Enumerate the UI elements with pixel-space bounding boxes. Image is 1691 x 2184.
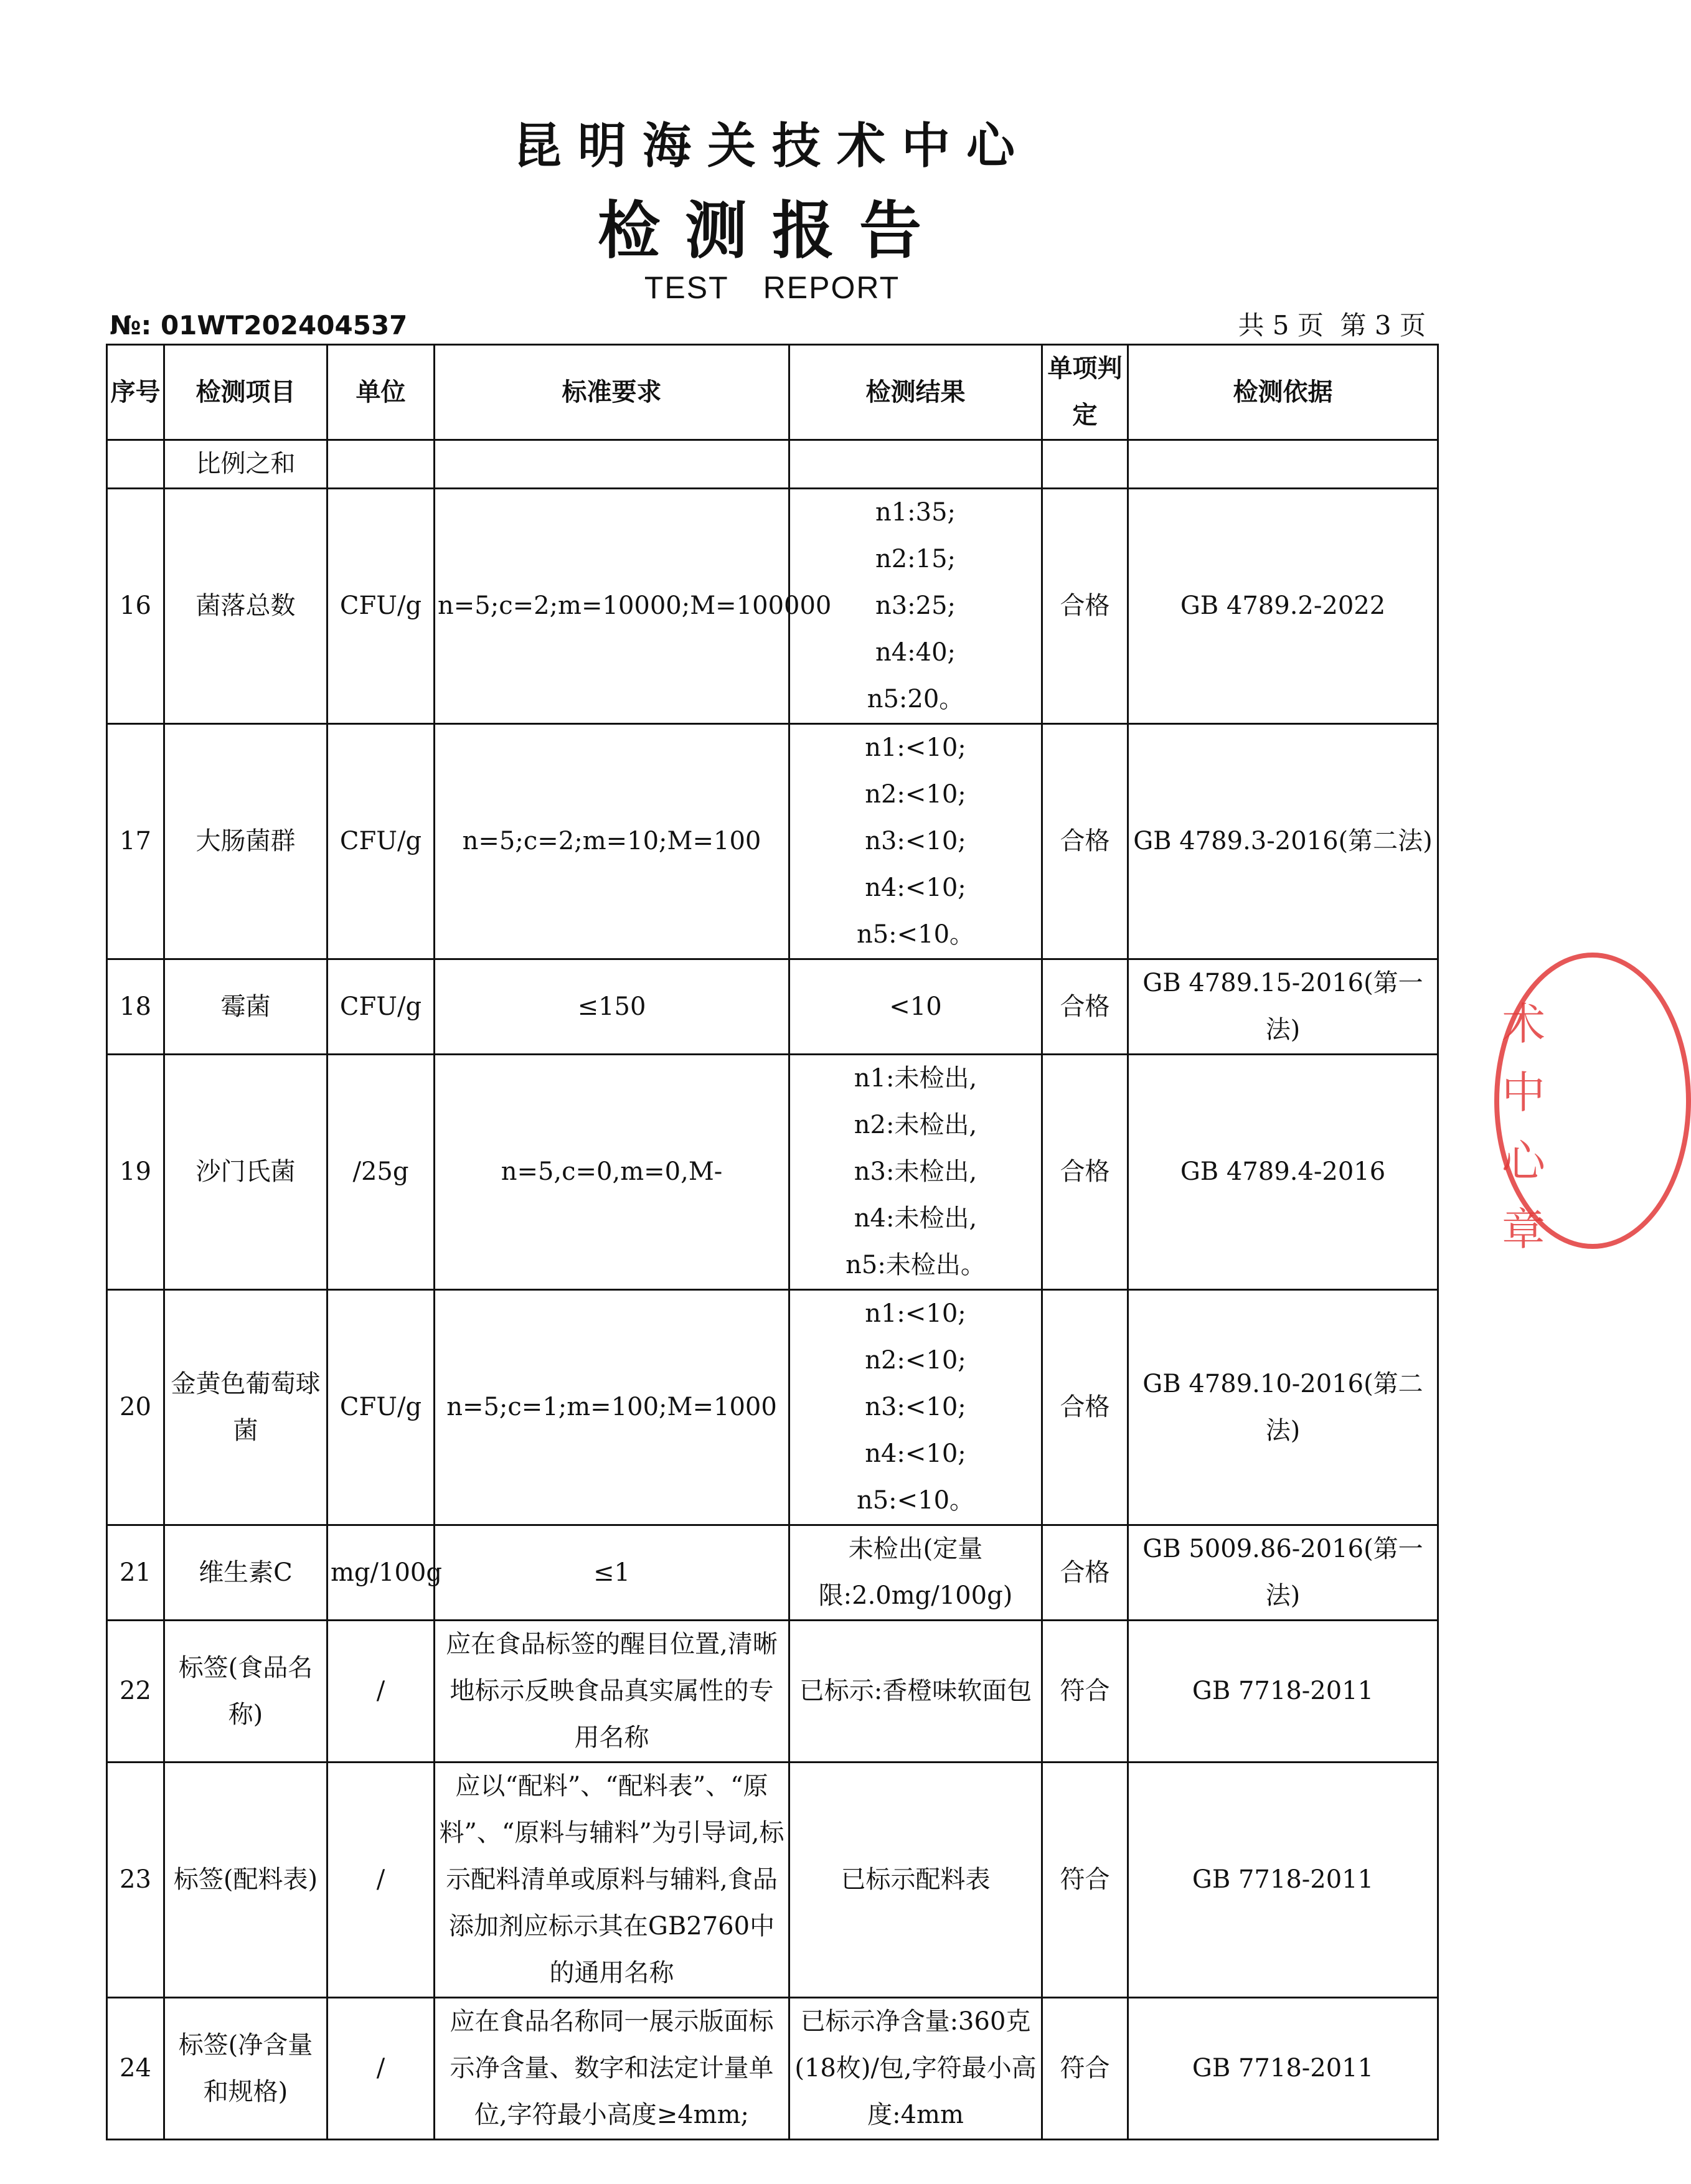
cell-item: 标签(净含量和规格) xyxy=(164,1998,327,2140)
result-line: 已标示:香橙味软面包 xyxy=(799,1677,1032,1705)
cell-requirement: n=5,c=0,m=0,M- xyxy=(435,1055,789,1290)
result-lines xyxy=(793,1291,1039,1524)
cell-result xyxy=(789,724,1042,959)
cell-requirement: 应以“配料”、“配料表”、“原料”、“原料与辅料”为引导词,标示配料清单或原料与辅料,食品添加剂应标示其在GB2760中的通用名称 xyxy=(435,1763,789,1998)
cell-unit: /25g xyxy=(327,1055,435,1290)
result-line: n5:20。 xyxy=(867,685,964,713)
result-line: n1:未检出, xyxy=(854,1064,977,1093)
result-line: 未检出(定量 xyxy=(848,1535,983,1563)
cell-unit: CFU/g xyxy=(327,724,435,959)
table-header-row xyxy=(107,345,1438,440)
cell-result xyxy=(789,1525,1042,1621)
table-row xyxy=(107,1763,1438,1998)
cell-no: 16 xyxy=(107,489,164,724)
header-verdict: 单项判定 xyxy=(1042,345,1128,440)
cell-verdict: 合格 xyxy=(1042,959,1128,1055)
cell-basis: GB 4789.2-2022 xyxy=(1128,489,1438,724)
cell-item: 菌落总数 xyxy=(164,489,327,724)
result-line: n4:<10; xyxy=(865,1439,966,1468)
cell-unit: CFU/g xyxy=(327,959,435,1055)
results-table xyxy=(106,344,1439,2140)
cell-verdict: 合格 xyxy=(1042,489,1128,724)
cell-basis: GB 7718-2011 xyxy=(1128,1621,1438,1763)
cell-requirement: n=5;c=2;m=10000;M=100000 xyxy=(435,489,789,724)
organization-name: 昆明海关技术中心 xyxy=(512,118,1031,174)
report-subtitle: TEST REPORT xyxy=(644,270,900,305)
cell-item: 标签(配料表) xyxy=(164,1763,327,1998)
header-requirement: 标准要求 xyxy=(435,345,789,440)
table-row xyxy=(107,1621,1438,1763)
cell-item: 维生素C xyxy=(164,1525,327,1621)
official-seal-text: 术中心章 xyxy=(1502,999,1545,1255)
cell-verdict: 合格 xyxy=(1042,724,1128,959)
result-line: n5:未检出。 xyxy=(846,1251,986,1279)
cell-basis: GB 7718-2011 xyxy=(1128,1763,1438,1998)
result-line: n3:25; xyxy=(875,591,956,620)
cell-no: 22 xyxy=(107,1621,164,1763)
result-line: n4:40; xyxy=(875,638,956,667)
cell-result xyxy=(789,959,1042,1055)
cell-verdict: 合格 xyxy=(1042,1525,1128,1621)
table-row xyxy=(107,489,1438,724)
cell-unit: / xyxy=(327,1998,435,2140)
cell-unit: mg/100g xyxy=(327,1525,435,1621)
cell-no: 19 xyxy=(107,1055,164,1290)
cell-no: 17 xyxy=(107,724,164,959)
result-line: n5:<10。 xyxy=(856,1486,975,1515)
result-line: n1:35; xyxy=(875,498,956,527)
cell-no: 18 xyxy=(107,959,164,1055)
result-line: 限:2.0mg/100g) xyxy=(818,1581,1013,1610)
result-line: n3:未检出, xyxy=(854,1157,977,1186)
table-row xyxy=(107,1998,1438,2140)
table-row xyxy=(107,1525,1438,1621)
cell-no: 21 xyxy=(107,1525,164,1621)
result-line: <10 xyxy=(889,992,942,1021)
result-line: 已标示配料表 xyxy=(841,1865,991,1894)
table-row xyxy=(107,1290,1438,1525)
cell-item: 大肠菌群 xyxy=(164,724,327,959)
cell-basis: GB 4789.10-2016(第二法) xyxy=(1128,1290,1438,1525)
cell-no: 24 xyxy=(107,1998,164,2140)
result-line: n1:<10; xyxy=(865,1299,966,1328)
cell-requirement: n=5;c=1;m=100;M=1000 xyxy=(435,1290,789,1525)
report-title: 检测报告 xyxy=(598,194,946,267)
cell-basis xyxy=(1128,440,1438,489)
cell-verdict: 符合 xyxy=(1042,1621,1128,1763)
cell-requirement xyxy=(435,440,789,489)
cell-item: 比例之和 xyxy=(164,440,327,489)
cell-result xyxy=(789,1621,1042,1763)
cell-item: 金黄色葡萄球菌 xyxy=(164,1290,327,1525)
header-basis: 检测依据 xyxy=(1128,345,1438,440)
header-item: 检测项目 xyxy=(164,345,327,440)
cell-basis: GB 7718-2011 xyxy=(1128,1998,1438,2140)
cell-result xyxy=(789,1763,1042,1998)
cell-result xyxy=(789,1055,1042,1290)
report-number: №: 01WT202404537 xyxy=(110,310,408,341)
cell-requirement: 应在食品标签的醒目位置,清晰地标示反映食品真实属性的专用名称 xyxy=(435,1621,789,1763)
result-lines xyxy=(793,984,1039,1030)
cell-result xyxy=(789,1290,1042,1525)
table-row-carry xyxy=(107,440,1438,489)
cell-requirement: 应在食品名称同一展示版面标示净含量、数字和法定计量单位,字符最小高度≥4mm; xyxy=(435,1998,789,2140)
cell-basis: GB 4789.4-2016 xyxy=(1128,1055,1438,1290)
cell-no xyxy=(107,440,164,489)
cell-result xyxy=(789,440,1042,489)
cell-result xyxy=(789,1998,1042,2140)
cell-unit: / xyxy=(327,1621,435,1763)
result-line: 已标示净含量:360克(18枚)/包,字符最小高度:4mm xyxy=(794,2007,1037,2129)
result-lines xyxy=(793,1668,1039,1715)
result-lines xyxy=(793,1526,1039,1619)
header-unit: 单位 xyxy=(327,345,435,440)
result-line: n2:未检出, xyxy=(854,1111,977,1139)
result-line: n4:未检出, xyxy=(854,1204,977,1233)
cell-verdict: 符合 xyxy=(1042,1763,1128,1998)
result-lines xyxy=(793,1055,1039,1289)
cell-no: 20 xyxy=(107,1290,164,1525)
cell-basis: GB 5009.86-2016(第一法) xyxy=(1128,1525,1438,1621)
cell-verdict xyxy=(1042,440,1128,489)
cell-verdict: 合格 xyxy=(1042,1055,1128,1290)
result-line: n2:<10; xyxy=(865,1346,966,1375)
cell-requirement: ≤150 xyxy=(435,959,789,1055)
header-seq: 序号 xyxy=(107,345,164,440)
table-row xyxy=(107,1055,1438,1290)
result-line: n5:<10。 xyxy=(856,920,975,949)
result-line: n3:<10; xyxy=(865,827,966,855)
cell-requirement: ≤1 xyxy=(435,1525,789,1621)
result-line: n2:15; xyxy=(875,545,956,573)
result-lines xyxy=(793,1998,1039,2139)
result-line: n2:<10; xyxy=(865,780,966,809)
cell-unit: / xyxy=(327,1763,435,1998)
cell-unit xyxy=(327,440,435,489)
cell-requirement: n=5;c=2;m=10;M=100 xyxy=(435,724,789,959)
cell-item: 标签(食品名称) xyxy=(164,1621,327,1763)
cell-unit: CFU/g xyxy=(327,1290,435,1525)
result-lines xyxy=(793,725,1039,958)
cell-verdict: 合格 xyxy=(1042,1290,1128,1525)
cell-verdict: 符合 xyxy=(1042,1998,1128,2140)
result-line: n3:<10; xyxy=(865,1393,966,1421)
cell-no: 23 xyxy=(107,1763,164,1998)
header-result: 检测结果 xyxy=(789,345,1042,440)
cell-basis: GB 4789.15-2016(第一法) xyxy=(1128,959,1438,1055)
result-lines xyxy=(793,1857,1039,1903)
table-row xyxy=(107,959,1438,1055)
table-row xyxy=(107,724,1438,959)
cell-basis: GB 4789.3-2016(第二法) xyxy=(1128,724,1438,959)
page-info: 共 5 页 第 3 页 xyxy=(1238,310,1426,341)
cell-unit: CFU/g xyxy=(327,489,435,724)
cell-item: 沙门氏菌 xyxy=(164,1055,327,1290)
cell-item: 霉菌 xyxy=(164,959,327,1055)
result-line: n1:<10; xyxy=(865,733,966,762)
result-line: n4:<10; xyxy=(865,873,966,902)
